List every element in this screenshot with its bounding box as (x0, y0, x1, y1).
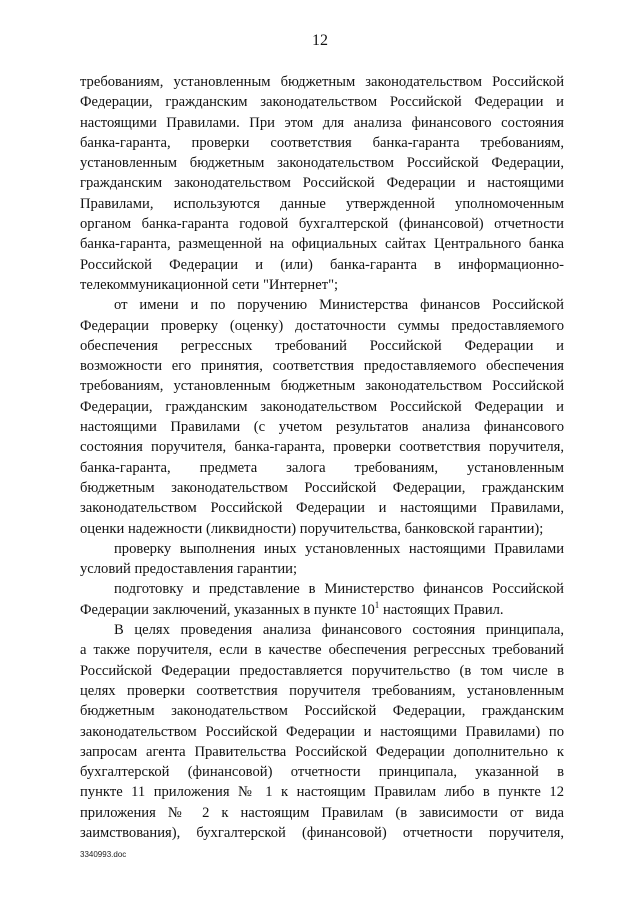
line-text: бюджетным законодательством Российской Федерации, гражданским (80, 703, 564, 720)
line-text: от имени и по поручению Министерства финансов Российской (114, 297, 564, 314)
text-line (80, 620, 564, 640)
line-text: законодательством Российской Федерации и настоящими Правилами) по (80, 723, 564, 740)
text-line (80, 417, 564, 437)
line-text: возможности его принятия, соответствия предоставляемого обеспечения (80, 358, 564, 375)
text-line (80, 640, 564, 660)
line-text: банка-гаранта, проверки соответствия банка-гаранта требованиям, (80, 134, 564, 151)
document-filename: 3340993.doc (80, 850, 127, 859)
text-line (80, 234, 564, 254)
text-line (80, 214, 564, 234)
text-line (80, 803, 564, 823)
line-text: установленным бюджетным законодательством Российской Федерации, (80, 155, 564, 172)
text-line (80, 173, 564, 193)
line-text-tail: настоящих Правил. (379, 601, 504, 618)
line-text: требованиям, установленным бюджетным законодательством Российской (80, 378, 564, 395)
line-text: В целях проведения анализа финансового состояния принципала, (114, 622, 564, 639)
line-text: состояния поручителя, банка-гаранта, проверки соответствия поручителя, (80, 439, 564, 456)
line-text: пункте 11 приложения № 1 к настоящим Правилам либо в пункте 12 (80, 784, 564, 801)
line-text: Федерации, гражданским законодательством Российской Федерации и (80, 398, 564, 415)
paragraph (80, 579, 564, 620)
text-line (80, 113, 564, 133)
text-line (80, 661, 564, 681)
line-text: приложения № 2 к настоящим Правилам (в зависимости от вида (80, 804, 564, 821)
text-line (80, 255, 564, 275)
text-line (80, 194, 564, 214)
line-text: Правилами, используются данные утвержденной уполномоченным (80, 195, 564, 212)
paragraph (80, 295, 564, 539)
document-body (80, 72, 564, 843)
line-text: условий предоставления гарантии; (80, 561, 298, 578)
text-line (80, 275, 564, 295)
line-text: Российской Федерации предоставляется поручительство (в том числе в (80, 662, 564, 679)
text-line (80, 437, 564, 457)
line-text: банка-гаранта, предмета залога требованиям, установленным (80, 459, 564, 476)
text-line (80, 153, 564, 173)
text-line (80, 722, 564, 742)
line-text: Федерации, гражданским законодательством Российской Федерации и (80, 94, 564, 111)
page-number: 12 (312, 32, 328, 49)
text-line (80, 762, 564, 782)
text-line (80, 519, 564, 539)
line-text: целях проверки соответствия поручителя требованиям, установленным (80, 682, 564, 699)
line-text: бюджетным законодательством Российской Федерации, гражданским (80, 479, 564, 496)
text-line (80, 133, 564, 153)
line-text: гражданским законодательством Российской Федерации и настоящими (80, 175, 564, 192)
text-line (80, 356, 564, 376)
line-text: законодательством Российской Федерации и настоящими Правилами, (80, 500, 564, 517)
text-line (80, 316, 564, 336)
text-line (80, 478, 564, 498)
line-text: обеспечения регрессных требований Российской Федерации и (80, 337, 564, 354)
text-line (80, 600, 564, 620)
line-text: Российской Федерации и (или) банка-гаранта в информационно- (80, 256, 564, 273)
paragraph (80, 539, 564, 580)
text-line (80, 376, 564, 396)
text-line (80, 559, 564, 579)
text-line (80, 92, 564, 112)
line-text: настоящими Правилами (с учетом результатов анализа финансового (80, 419, 564, 436)
text-line (80, 782, 564, 802)
text-line (80, 295, 564, 315)
text-line (80, 458, 564, 478)
paragraph (80, 620, 564, 843)
line-text: заимствования), бухгалтерской (финансовой) отчетности поручителя, (80, 824, 564, 841)
text-line (80, 579, 564, 599)
text-line (80, 681, 564, 701)
line-text: бухгалтерской (финансовой) отчетности принципала, указанной в (80, 764, 564, 781)
line-text: запросам агента Правительства Российской Федерации дополнительно к (80, 743, 564, 760)
line-text: Федерации заключений, указанных в пункте 10 (80, 601, 375, 618)
text-line (80, 742, 564, 762)
line-text: телекоммуникационной сети "Интернет"; (80, 276, 339, 293)
line-text: Федерации проверку (оценку) достаточности суммы предоставляемого (80, 317, 564, 334)
line-text: подготовку и представление в Министерство финансов Российской (114, 581, 564, 598)
text-line (80, 72, 564, 92)
line-text: банка-гаранта, размещенной на официальных сайтах Центрального банка (80, 236, 564, 253)
text-line (80, 539, 564, 559)
paragraph (80, 72, 564, 295)
text-line (80, 336, 564, 356)
text-line (80, 397, 564, 417)
line-text: настоящими Правилами. При этом для анализа финансового состояния (80, 114, 564, 131)
line-text: а также поручителя, если в качестве обеспечения регрессных требований (80, 642, 564, 659)
text-line (80, 823, 564, 843)
line-text: органом банка-гаранта годовой бухгалтерской (финансовой) отчетности (80, 216, 564, 233)
text-line (80, 498, 564, 518)
line-text: требованиям, установленным бюджетным законодательством Российской (80, 74, 564, 90)
line-text: проверку выполнения иных установленных настоящими Правилами (114, 540, 564, 557)
footnote-superscript: 1 (374, 599, 380, 610)
text-line (80, 701, 564, 721)
line-text: оценки надежности (ликвидности) поручительства, банковской гарантии); (80, 520, 544, 537)
